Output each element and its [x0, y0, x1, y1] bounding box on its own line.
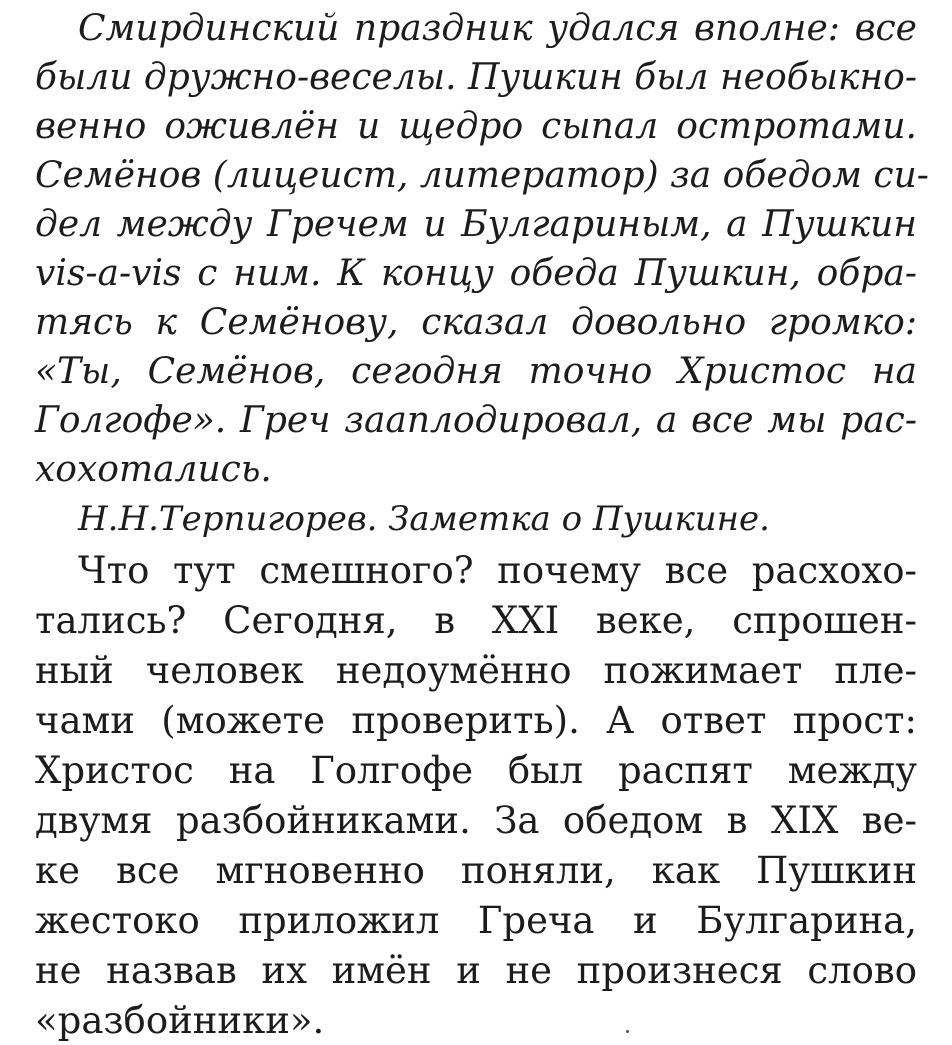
quote-line: vis-a-vis с ним. К концу обеда Пушкин, обра-: [35, 253, 917, 294]
scan-speck: [626, 1030, 629, 1033]
quote-line: дел между Гречем и Булгариным, а Пушкин: [35, 204, 917, 245]
quote-line: тясь к Семёнову, сказал довольно громко:: [35, 302, 917, 343]
body-line: ке все мгновенно поняли, как Пушкин: [35, 849, 917, 892]
quote-line: Семёнов (лицеист, литератор) за обедом си-: [35, 155, 929, 196]
body-line: Христос на Голгофе был распят между: [35, 749, 917, 792]
body-line: жестоко приложил Греча и Булгарина,: [35, 899, 917, 942]
quote-line: Голгофе». Греч зааплодировал, а все мы рас-: [35, 400, 917, 441]
quote-line: хохотались.: [35, 449, 272, 490]
body-line: ный человек недоумённо пожимает пле-: [35, 649, 917, 692]
quote-line: Смирдинский праздник удался вполне: все: [78, 8, 917, 49]
body-line: не назвав их имён и не произнеся слово: [35, 949, 917, 992]
body-line: тались? Сегодня, в XXI веке, спрошен-: [35, 599, 917, 642]
quote-attribution: Н.Н.Терпигорев. Заметка о Пушкине.: [78, 499, 770, 539]
body-line: чами (можете проверить). А ответ прост:: [35, 699, 917, 742]
quote-line: «Ты, Семёнов, сегодня точно Христос на: [35, 351, 917, 392]
quote-line: были дружно-веселы. Пушкин был необыкно-: [35, 57, 917, 98]
quote-line: венно оживлён и щедро сыпал остротами.: [35, 106, 917, 147]
body-line: Что тут смешного? почему все расхохо-: [78, 549, 917, 592]
body-line: «разбойники».: [35, 999, 325, 1042]
body-line: двумя разбойниками. За обедом в XIX ве-: [35, 799, 917, 842]
